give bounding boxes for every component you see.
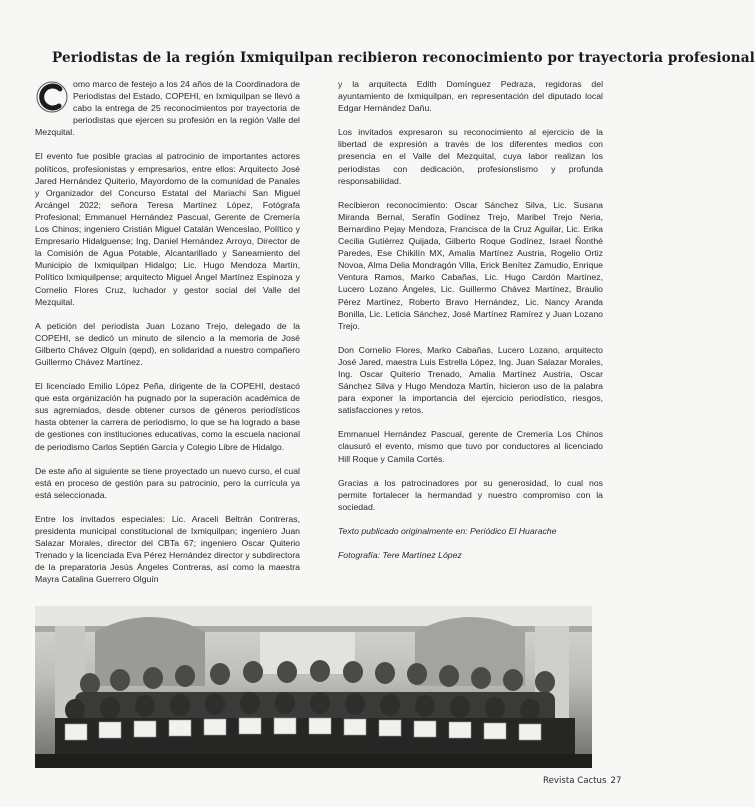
paragraph-closing: Emmanuel Hernández Pascual, gerente de Cremería Los Chinos clausuró el evento, mismo que tuvo por conductores al licenciado Hill Roque y Camila Cortés. — [338, 429, 603, 464]
page-number: 27 — [610, 776, 622, 786]
paragraph-intro — [35, 78, 300, 138]
page-footer — [543, 776, 621, 786]
paragraph-speakers: Don Cornelio Flores, Marko Cabañas, Lucero Lozano, arquitecto José Jared, maestra Luis Estrella López, Ing. Juan Salazar Morales, Ing. Oscar Quiterio Trenado, Amalia Martínez Austria, Oscar Sánchez Silva y Hugo Mendoza Martín, hicieron uso de la palabra para exponer la importancia del ejercicio periodístico, riesgos, satisfacciones y retos. — [338, 344, 603, 416]
paragraph-new-course: De este año al siguiente se tiene proyectado un nuevo curso, el cual está en proceso de gestión para su patrocinio, pero la currícula ya está seleccionada. — [35, 465, 300, 500]
paragraph-recognition: Los invitados expresaron su reconocimiento al ejercicio de la libertad de expresión a través de los diferentes medios con presencia en el Valle del Mezquital, cuya labor realizan los periodistas con dedicación, profesionslismo y profunda responsabilidad. — [338, 127, 603, 186]
paragraph-intro-text: omo marco de festejo a los 24 años de la Coordinadora de Periodistas del Estado, COPEHI, en Ixmiquilpan se llevó a cabo la entrega de 25 reconocimientos por trayectoria de periodistas que ejercen su profesión en la región Valle del Mezquital. — [35, 79, 300, 138]
magazine-name: Revista Cactus — [543, 776, 607, 786]
paragraph-regidoras: y la arquitecta Edith Domínguez Pedraza, regidoras del ayuntamiento de Ixmiquilpan, en representación del diputado local Edgar Hernández Daňu. — [338, 79, 603, 114]
dropcap-c — [35, 79, 69, 115]
paragraph-minute-silence: A petición del periodista Juan Lozano Trejo, delegado de la COPEHI, se dedicó un minuto de silencio a la memoria de José Gilberto Chávez Olguín (qepd), en solidaridad a nuestro compañero Guillermo Chávez Martínez. — [35, 320, 300, 367]
paragraph-thanks: Gracias a los patrocinadores por su generosidad, lo cual nos permite fortalecer la hermandad y nuestro compromiso con la sociedad. — [338, 477, 603, 512]
paragraph-copehi-leader: El licenciado Emilio López Peña, dirigente de la COPEHI, destacó que esta organización ha pugnado por la superación académica de sus agremiados, desde obtener cursos de géneros periodísticos hasta obtener la carrera de periodismo, lo que se ha logrado a base de gestiones con instituciones educativas, como la escuela nacional de periodismo Carlos Septién García y Colegio Libre de Hidalgo. — [35, 381, 300, 452]
left-column — [35, 78, 300, 597]
right-column — [338, 78, 603, 573]
paragraph-sponsors: El evento fue posible gracias al patrocinio de importantes actores políticos, profesionistas y empresarios, entre ellos: Arquitecto José Jared Hernández Quiterio, Mayordomo de la comunidad de Panales y Organizador del Concurso Estatal del Mariachi San Miguel Arcángel 2022; señora Teresa Martínez López, Fotógrafa Profesional; Emmanuel Hernández Pascual, Gerente de Cremería Los Chinos; ingeniero Cristián Miguel Catalán Wenceslao, Político y Empresario Hidalguense; Ing, Daniel Hernández Arroyo, Director de la Comisión de Agua Potable, Alcantarillado y Saneamiento del Municipio de Ixmiquilpan Hidalgo; Lic. Hugo Mendoza Martín, Político Ixmiquilpense; arquitecto Miguel Ángel Martínez Espinoza y Cornelio Flores Cruz, luchador y gestor social del Valle del Mezquital. — [35, 151, 300, 307]
paragraph-special-guests: Entre los invitados especiales: Lic. Araceli Beltrán Contreras, presidenta municipal constitucional de Ixmiquilpan; ingeniero Juan Salazar Morales, director del CBTa 67; ingeniero Oscar Quiterio Trenado y la licenciada Eva Pérez Hernández director y subdirectora de la preparatoria Jesús Ángeles Contreras, así como la maestra Mayra Catalina Guerrero Olguín — [35, 513, 300, 585]
paragraph-recipients: Recibieron reconocimiento: Oscar Sánchez Silva, Lic. Susana Miranda Bernal, Serafín Godínez Trejo, Maribel Trejo Neria, Bernardino Pejay Mendoza, Francisca de la Cruz Aguilar, Lic. Erika Cecilia Gutiérrez Quijada, Gilberto Roque Godínez, Israel Ñonthé Paredes, Ese Chikilín MX, Amalia Martínez Austria, Rogelio Ortiz Novoa, Alma Delia Mondragón Villa, Erick Benítez Zamudio, Enrique Ventura Ramos, Marko Cabañas, Lic. Hugo Cardón Martínez, Lucero Lozano Ángeles, Lic. Guillermo Chávez Martínez, Braulio Pérez Martínez, Roberto Bravo Hernández, Lic. Nancy Aranda Bonilla, Lic. Leticia Sánchez, José Martínez Ramírez y Juan Lozano Trejo. — [338, 199, 603, 331]
credit-source: Texto publicado originalmente en: Periódico El Huarache — [338, 525, 557, 536]
group-photo — [35, 606, 592, 768]
article-headline: Periodistas de la región Ixmiquilpan recibieron reconocimiento por trayectoria profesional — [52, 50, 755, 66]
credit-photo: Fotografía: Tere Martínez López — [338, 550, 462, 560]
